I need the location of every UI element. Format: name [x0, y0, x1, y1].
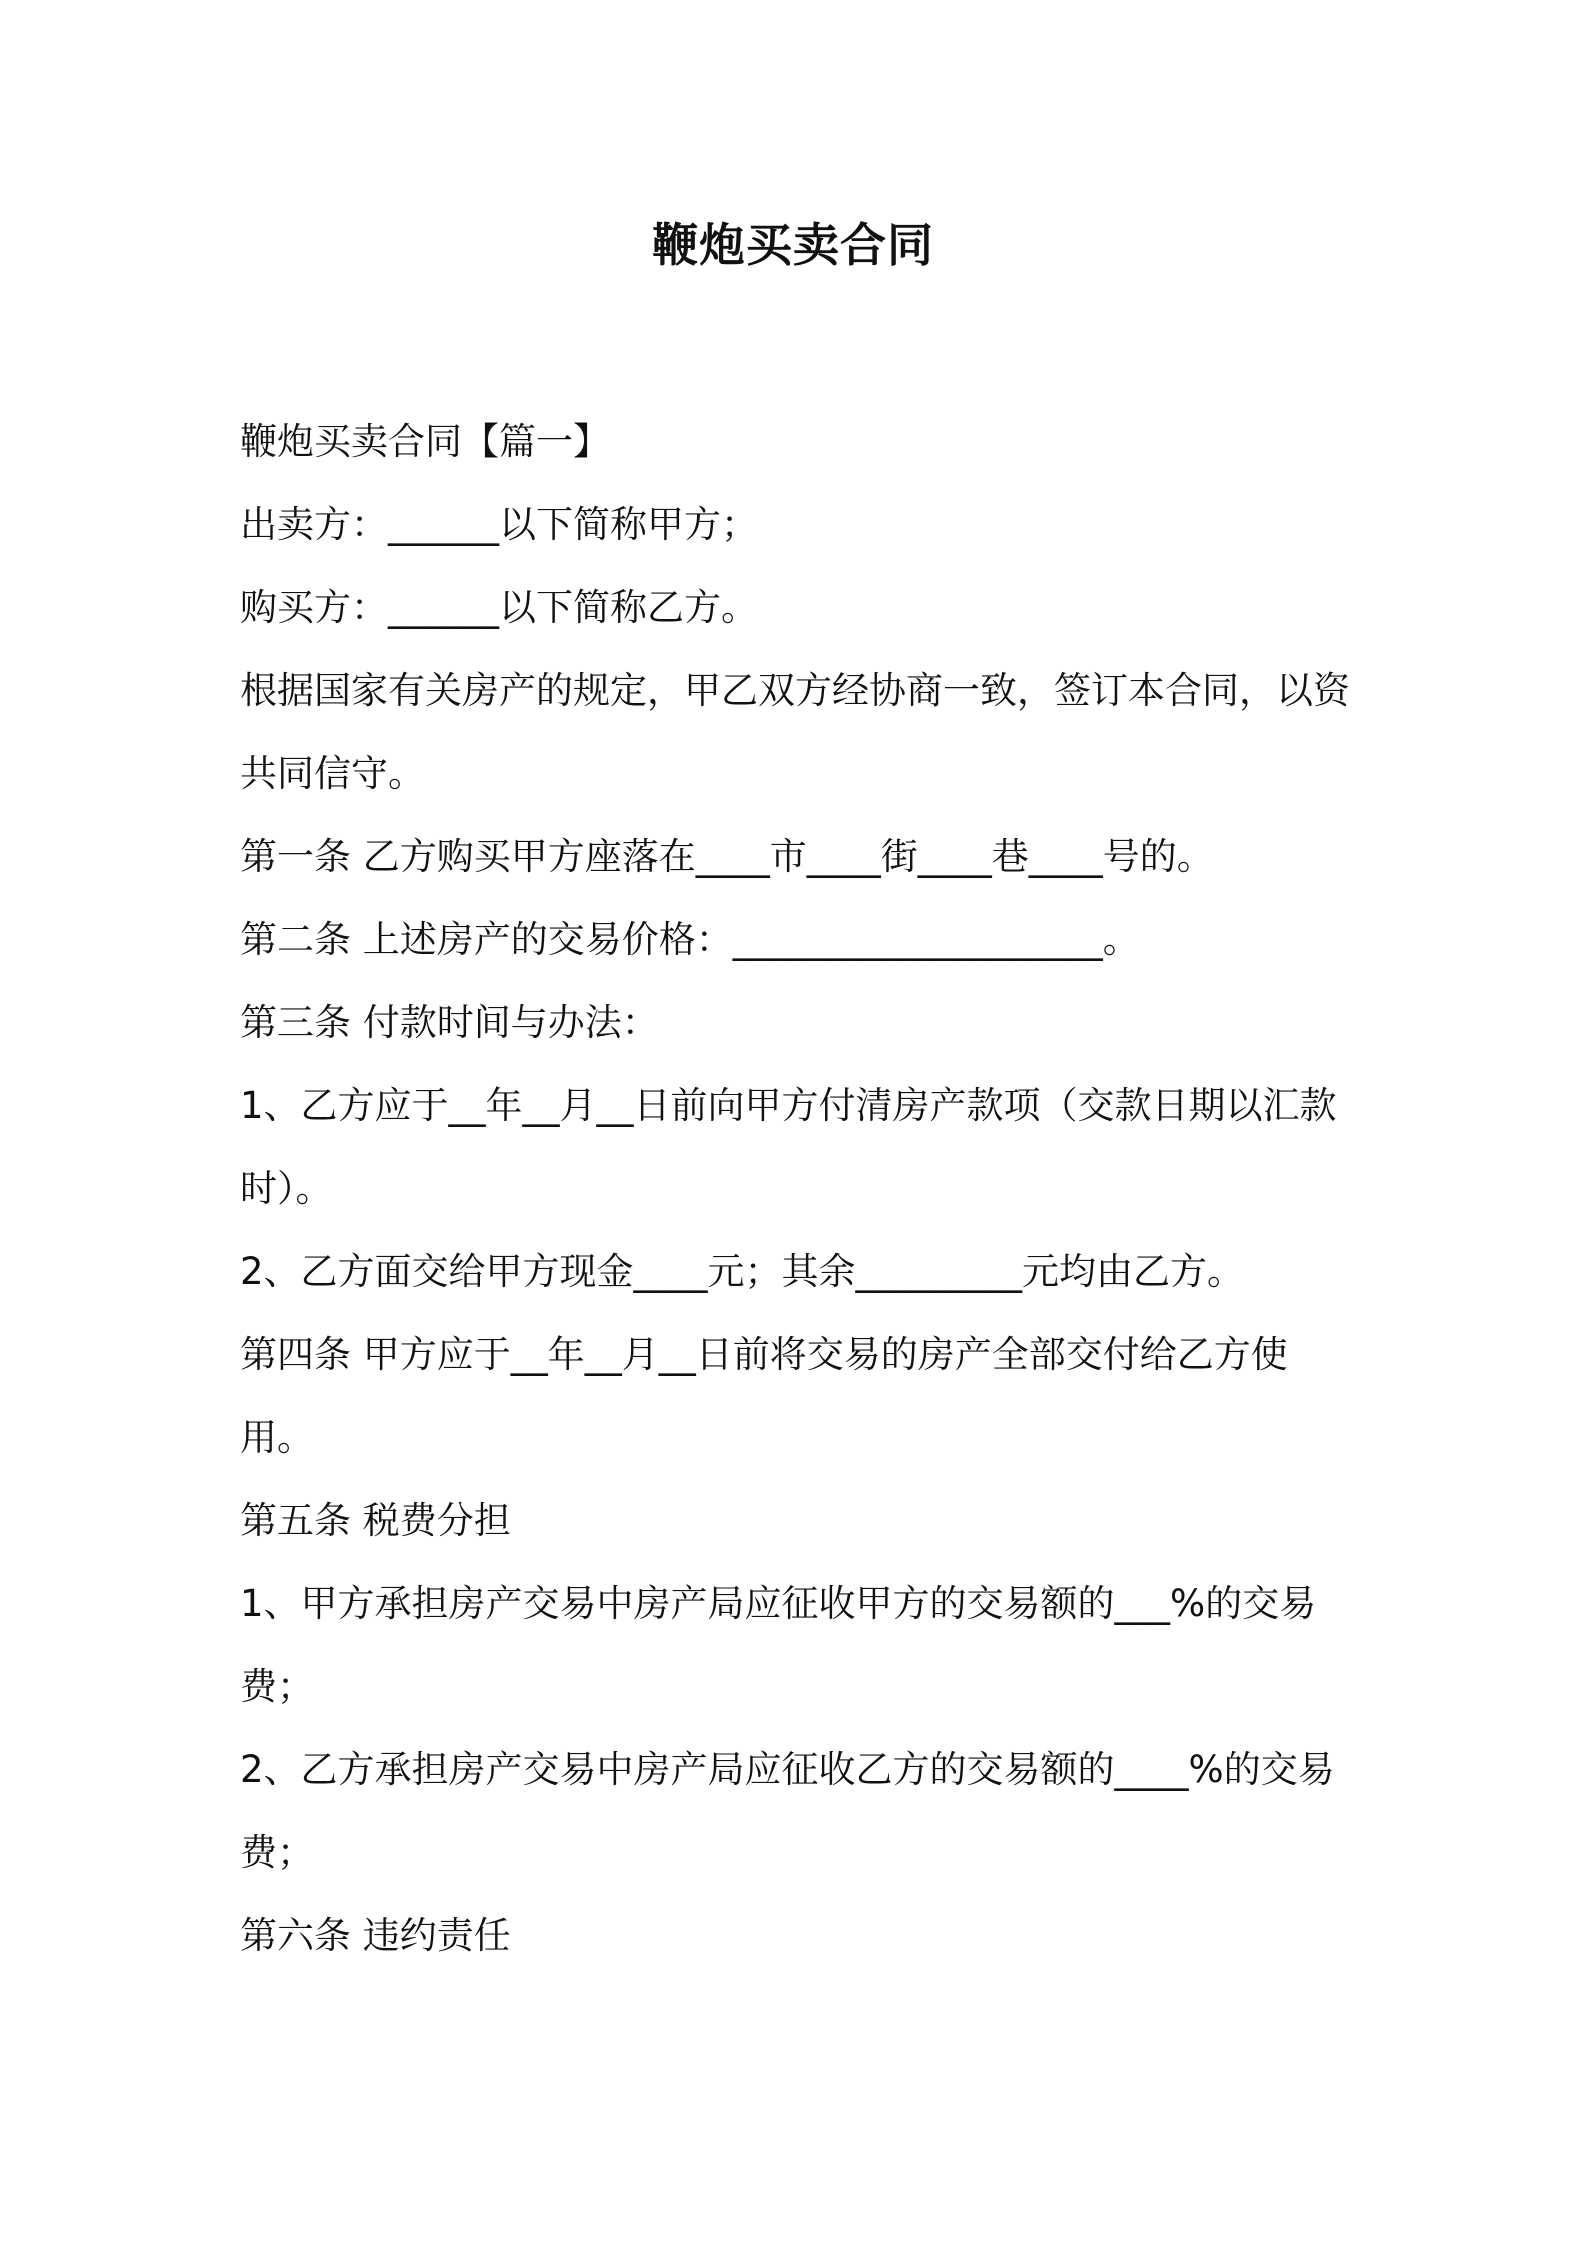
article-1: 第一条 乙方购买甲方座落在____市____街____巷____号的。 — [240, 835, 1214, 878]
document-title: 鞭炮买卖合同 — [652, 218, 934, 272]
document-body — [240, 400, 1360, 1977]
article-3-item-2: 2、乙方面交给甲方现金____元；其余_________元均由乙方。 — [240, 1250, 1245, 1293]
section-heading: 鞭炮买卖合同【篇一】 — [240, 420, 610, 463]
buyer-line: 购买方：______以下简称乙方。 — [240, 586, 758, 629]
article-2: 第二条 上述房产的交易价格：____________________。 — [240, 918, 1140, 961]
article-6: 第六条 违约责任 — [240, 1914, 511, 1957]
seller-line: 出卖方：______以下简称甲方； — [240, 503, 758, 546]
article-5-item-2-line-1: 2、乙方承担房产交易中房产局应征收乙方的交易额的____%的交易 — [240, 1748, 1335, 1791]
article-4-line-2: 用。 — [240, 1416, 314, 1459]
preamble-line-2: 共同信守。 — [240, 752, 425, 795]
article-5: 第五条 税费分担 — [240, 1499, 511, 1542]
article-5-item-1-line-2: 费； — [240, 1665, 314, 1708]
article-5-item-1-line-1: 1、甲方承担房产交易中房产局应征收甲方的交易额的___%的交易 — [240, 1582, 1317, 1625]
article-3-item-1-line-2: 时）。 — [240, 1167, 333, 1210]
preamble-line-1: 根据国家有关房产的规定，甲乙双方经协商一致，签订本合同，以资 — [240, 669, 1350, 712]
article-3-item-1-line-1: 1、乙方应于__年__月__日前向甲方付清房产款项（交款日期以汇款 — [240, 1084, 1337, 1127]
article-3: 第三条 付款时间与办法： — [240, 1001, 659, 1044]
article-4-line-1: 第四条 甲方应于__年__月__日前将交易的房产全部交付给乙方使 — [240, 1333, 1288, 1376]
article-5-item-2-line-2: 费； — [240, 1831, 314, 1874]
